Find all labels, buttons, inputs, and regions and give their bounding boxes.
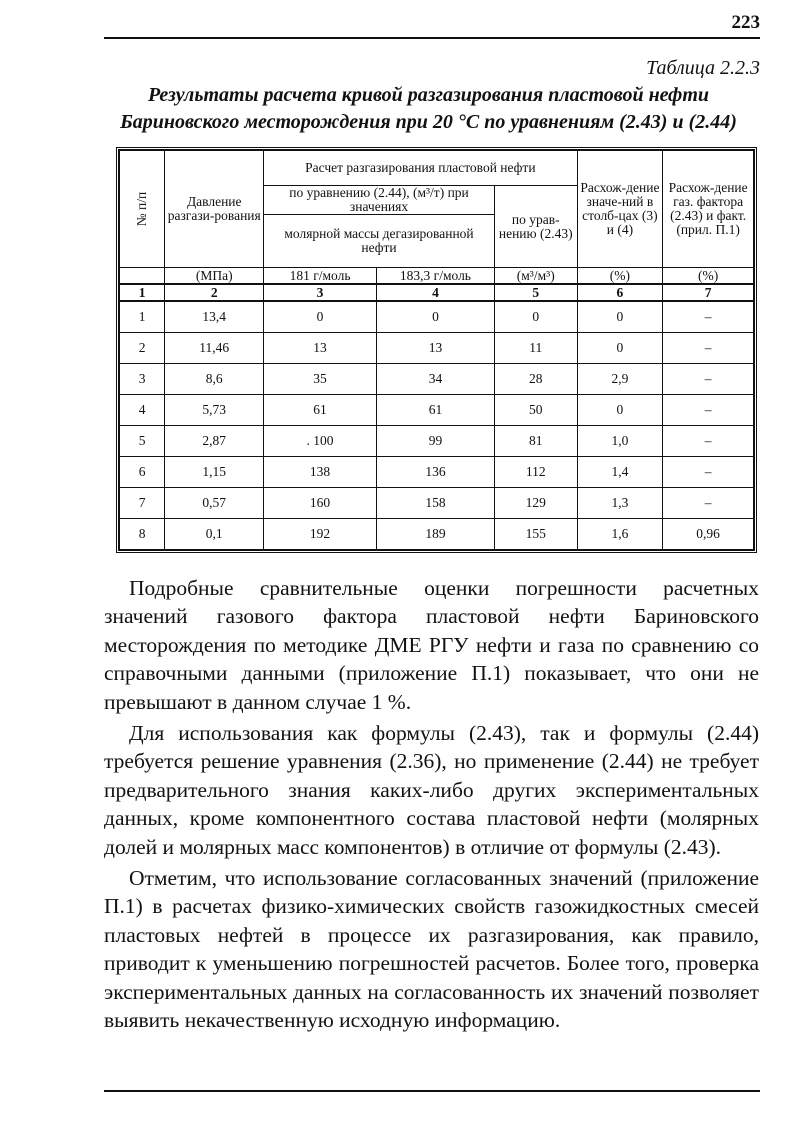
table-cell: 5,73 bbox=[165, 395, 264, 426]
table-cell: 112 bbox=[494, 457, 577, 488]
body-text bbox=[104, 574, 759, 1035]
table-cell: 0 bbox=[376, 301, 494, 333]
header-pressure: Давление разгази-рования bbox=[165, 151, 264, 268]
header-diff-values: Расхож-дение значе-ний в столб-цах (3) и (4) bbox=[577, 151, 663, 268]
table-cell: 35 bbox=[264, 364, 377, 395]
table-cell: 4 bbox=[120, 395, 165, 426]
results-table bbox=[116, 147, 757, 553]
table-cell: 1 bbox=[120, 301, 165, 333]
column-number: 7 bbox=[663, 284, 754, 301]
table-cell: 11 bbox=[494, 333, 577, 364]
table-row bbox=[120, 488, 754, 519]
table-cell: 61 bbox=[264, 395, 377, 426]
table-cell: – bbox=[663, 333, 754, 364]
table-cell: 5 bbox=[120, 426, 165, 457]
table-cell: 8,6 bbox=[165, 364, 264, 395]
header-diff-gas: Расхож-дение газ. фактора (2.43) и факт. (прил. П.1) bbox=[663, 151, 754, 268]
column-number: 6 bbox=[577, 284, 663, 301]
table-row bbox=[120, 395, 754, 426]
table-cell: 13 bbox=[264, 333, 377, 364]
table-cell: 155 bbox=[494, 519, 577, 550]
table-cell: 0,57 bbox=[165, 488, 264, 519]
table-cell: – bbox=[663, 457, 754, 488]
table-caption: Результаты расчета кривой разгазирования пластовой нефти Бариновского месторождения при 20 °С по уравнениям (2.43) и (2.44) bbox=[120, 84, 737, 133]
page-number: 223 bbox=[731, 12, 760, 33]
table-cell: 13 bbox=[376, 333, 494, 364]
unit-cell: (м³/м³) bbox=[494, 268, 577, 285]
table-cell: – bbox=[663, 426, 754, 457]
table-cell: 189 bbox=[376, 519, 494, 550]
table-cell: 2,9 bbox=[577, 364, 663, 395]
table-cell: 1,15 bbox=[165, 457, 264, 488]
table-cell: 11,46 bbox=[165, 333, 264, 364]
table-cell: 1,4 bbox=[577, 457, 663, 488]
column-number: 3 bbox=[264, 284, 377, 301]
unit-cell: (МПа) bbox=[165, 268, 264, 285]
table-cell: 0 bbox=[577, 395, 663, 426]
header-rule bbox=[104, 37, 760, 39]
table-cell: 0,1 bbox=[165, 519, 264, 550]
table-cell: 50 bbox=[494, 395, 577, 426]
table-cell: 99 bbox=[376, 426, 494, 457]
column-number: 4 bbox=[376, 284, 494, 301]
table-cell: 138 bbox=[264, 457, 377, 488]
unit-cell: 183,3 г/моль bbox=[376, 268, 494, 285]
table-cell: 6 bbox=[120, 457, 165, 488]
table-cell: 0 bbox=[577, 301, 663, 333]
table-cell: 2,87 bbox=[165, 426, 264, 457]
table-row bbox=[120, 457, 754, 488]
column-number: 5 bbox=[494, 284, 577, 301]
table-cell: 1,3 bbox=[577, 488, 663, 519]
table-body bbox=[120, 301, 754, 550]
table-label: Таблица 2.2.3 bbox=[646, 57, 760, 79]
table-row bbox=[120, 426, 754, 457]
header-calc-group: Расчет разгазирования пластовой нефти bbox=[264, 151, 577, 186]
table-cell: 13,4 bbox=[165, 301, 264, 333]
table-cell: 8 bbox=[120, 519, 165, 550]
table-cell: 61 bbox=[376, 395, 494, 426]
table-cell: 136 bbox=[376, 457, 494, 488]
table-cell: 2 bbox=[120, 333, 165, 364]
table-cell: 129 bbox=[494, 488, 577, 519]
table-cell: 160 bbox=[264, 488, 377, 519]
paragraph: Для использования как формулы (2.43), так и формулы (2.44) требуется решение уравнения (2.36), но применение (2.44) не требует предварительного знания каких-либо других экспериментальных данных, кроме компонентного состава пластовой нефти (молярных долей и молярных масс компонентов) в отличие от формулы (2.43). bbox=[104, 721, 759, 859]
table-cell: 1,6 bbox=[577, 519, 663, 550]
header-by-eq-243: по урав-нению (2.43) bbox=[494, 186, 577, 268]
table-cell: 28 bbox=[494, 364, 577, 395]
table-cell: 7 bbox=[120, 488, 165, 519]
table-cell: 0 bbox=[264, 301, 377, 333]
results-table-grid bbox=[119, 150, 754, 550]
table-cell: – bbox=[663, 488, 754, 519]
table-cell: 0 bbox=[577, 333, 663, 364]
units-spacer bbox=[120, 268, 165, 285]
table-cell: – bbox=[663, 395, 754, 426]
table-cell: 192 bbox=[264, 519, 377, 550]
unit-cell: (%) bbox=[577, 268, 663, 285]
header-molar-mass: молярной массы дегазированной нефти bbox=[264, 215, 495, 268]
header-by-eq-244: по уравнению (2.44), (м³/т) при значениях bbox=[264, 186, 495, 215]
table-row bbox=[120, 519, 754, 550]
table-row bbox=[120, 364, 754, 395]
table-cell: – bbox=[663, 301, 754, 333]
table-cell: – bbox=[663, 364, 754, 395]
table-cell: 0,96 bbox=[663, 519, 754, 550]
unit-cell: 181 г/моль bbox=[264, 268, 377, 285]
table-row bbox=[120, 333, 754, 364]
paragraph: Подробные сравнительные оценки погрешности расчетных значений газового фактора пластовой нефти Бариновского месторождения по методике ДМЕ РГУ нефти и газа по сравнению со справочными данными (приложение П.1) показывает, что они не превышают в данном случае 1 %. bbox=[104, 576, 759, 714]
column-number: 1 bbox=[120, 284, 165, 301]
paragraph: Отметим, что использование согласованных значений (приложение П.1) в расчетах физико-химических свойств газожидкостных смесей пластовых нефтей в процессе их разгазирования, как правило, приводит к уменьшению погрешностей расчетов. Более того, проверка экспериментальных данных на согласованность их значений позволяет выявить некачественную исходную информацию. bbox=[104, 866, 759, 1033]
table-cell: 3 bbox=[120, 364, 165, 395]
table-cell: 1,0 bbox=[577, 426, 663, 457]
table-cell: 34 bbox=[376, 364, 494, 395]
table-cell: . 100 bbox=[264, 426, 377, 457]
unit-cell: (%) bbox=[663, 268, 754, 285]
footer-rule bbox=[104, 1090, 760, 1092]
table-cell: 0 bbox=[494, 301, 577, 333]
table-row bbox=[120, 301, 754, 333]
table-cell: 81 bbox=[494, 426, 577, 457]
column-number: 2 bbox=[165, 284, 264, 301]
header-num: № п/п bbox=[120, 151, 165, 268]
table-cell: 158 bbox=[376, 488, 494, 519]
